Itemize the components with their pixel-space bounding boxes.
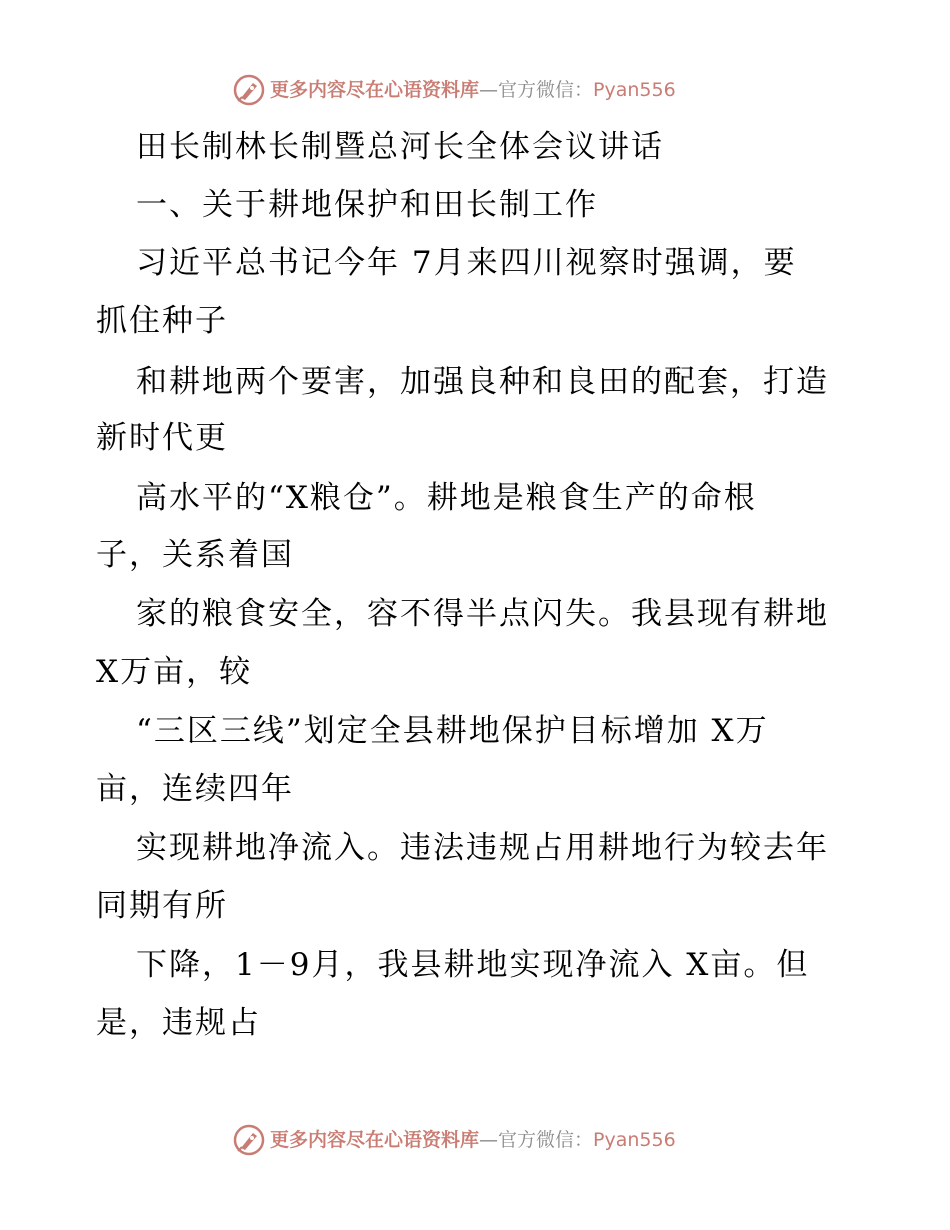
body-line: 实现耕地净流入。违法违规占用耕地行为较去年	[136, 830, 829, 866]
footer-banner-text	[270, 1123, 676, 1157]
header-banner	[232, 72, 752, 108]
body-line: 家的粮食安全，容不得半点闪失。我县现有耕地	[136, 596, 829, 632]
pen-nib-logo-icon	[232, 73, 266, 107]
body-line: 习近平总书记今年 7月来四川视察时强调，要	[136, 245, 797, 281]
footer-banner	[232, 1122, 752, 1158]
body-line: 新时代更	[96, 420, 228, 456]
pen-nib-logo-icon	[232, 1123, 266, 1157]
body-line: 抓住种子	[96, 303, 228, 339]
header-banner-main: 更多内容尽在心语资料库	[270, 79, 480, 101]
body-line: 是，违规占	[96, 1005, 261, 1041]
section-heading: 一、关于耕地保护和田长制工作	[136, 187, 598, 223]
body-line: 下降，1－9月，我县耕地实现净流入 X亩。但	[136, 947, 810, 983]
footer-banner-main: 更多内容尽在心语资料库	[270, 1129, 480, 1151]
body-line: 亩，连续四年	[96, 771, 294, 807]
footer-banner-sep: —官方微信：	[479, 1129, 594, 1151]
header-banner-text	[270, 73, 676, 107]
header-banner-handle: Pyan556	[593, 79, 676, 101]
body-line: 同期有所	[96, 888, 228, 924]
body-line: 高水平的“X粮仓”。耕地是粮食生产的命根	[136, 480, 757, 516]
body-line: “三区三线”划定全县耕地保护目标增加 X万	[136, 713, 769, 749]
header-banner-sep: —官方微信：	[479, 79, 594, 101]
body-line: 和耕地两个要害，加强良种和良田的配套，打造	[136, 364, 829, 400]
document-title: 田长制林长制暨总河长全体会议讲话	[136, 129, 664, 165]
body-line: X万亩，较	[96, 654, 253, 690]
body-line: 子，关系着国	[96, 537, 294, 573]
footer-banner-handle: Pyan556	[593, 1129, 676, 1151]
